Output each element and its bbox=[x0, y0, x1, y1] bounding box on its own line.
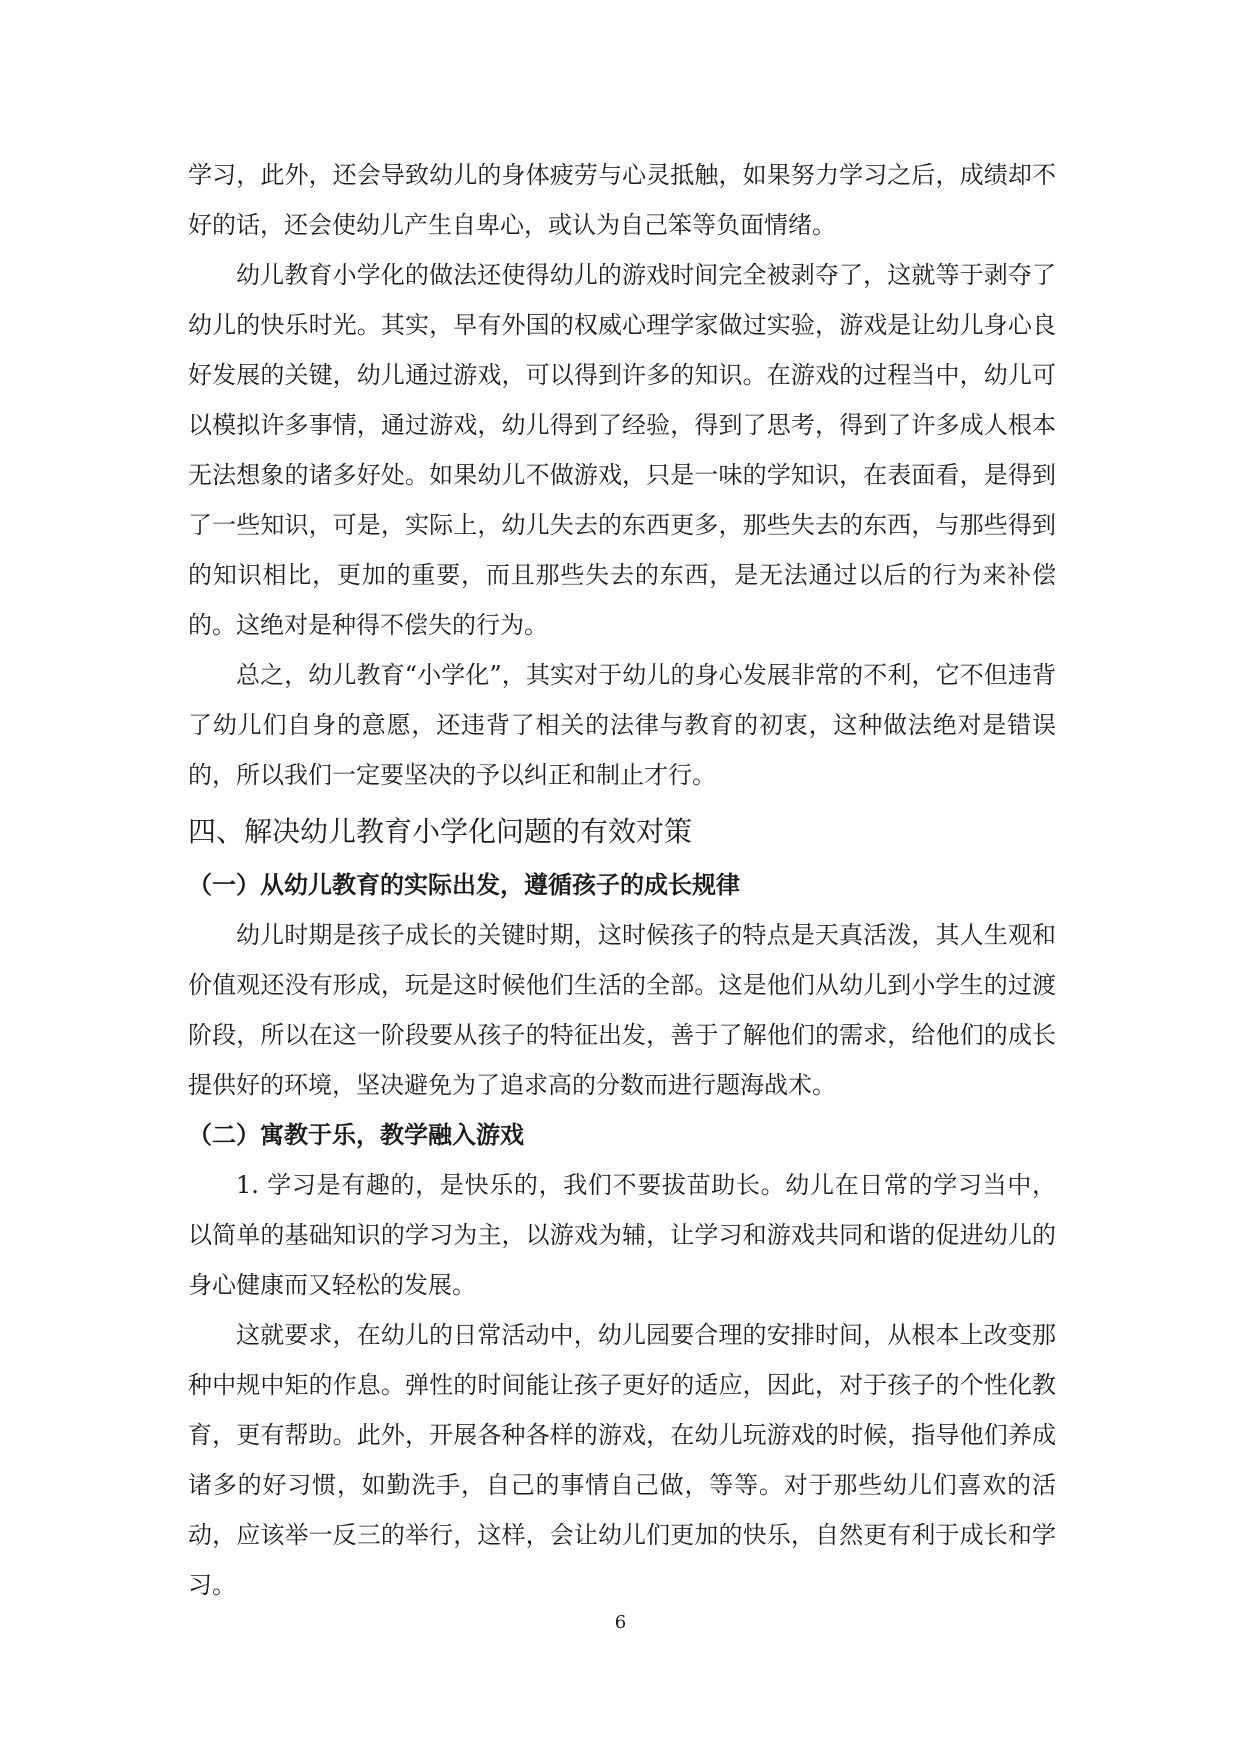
page-number: 6 bbox=[614, 1612, 627, 1633]
body-paragraph: 1. 学习是有趣的，是快乐的，我们不要拔苗助长。幼儿在日常的学习当中，以简单的基础知识的学习为主，以游戏为辅，让学习和游戏共同和谐的促进幼儿的身心健康而又轻松的发展。 bbox=[188, 1171, 1056, 1299]
subsection-heading: （二）寓教于乐，教学融入游戏 bbox=[188, 1121, 524, 1149]
body-paragraph: 总之，幼儿教育“小学化”，其实对于幼儿的身心发展非常的不利，它不但违背了幼儿们自身的意愿，还违背了相关的法律与教育的初衷，这种做法绝对是错误的，所以我们一定要坚决的予以纠正和制止才行。 bbox=[188, 661, 1056, 789]
subsection-heading: （一）从幼儿教育的实际出发，遵循孩子的成长规律 bbox=[188, 871, 740, 899]
body-paragraph: 学习，此外，还会导致幼儿的身体疲劳与心灵抵触，如果努力学习之后，成绩却不好的话，还会使幼儿产生自卑心，或认为自己笨等负面情绪。 bbox=[188, 161, 1056, 239]
body-paragraph: 幼儿教育小学化的做法还使得幼儿的游戏时间完全被剥夺了，这就等于剥夺了幼儿的快乐时光。其实，早有外国的权威心理学家做过实验，游戏是让幼儿身心良好发展的关键，幼儿通过游戏，可以得到许多的知识。在游戏的过程当中，幼儿可以模拟许多事情，通过游戏，幼儿得到了经验，得到了思考，得到了许多成人根本无法想象的诸多好处。如果幼儿不做游戏，只是一味的学知识，在表面看，是得到了一些知识，可是，实际上，幼儿失去的东西更多，那些失去的东西，与那些得到的知识相比，更加的重要，而且那些失去的东西，是无法通过以后的行为来补偿的。这绝对是种得不偿失的行为。 bbox=[188, 261, 1056, 639]
body-paragraph: 这就要求，在幼儿的日常活动中，幼儿园要合理的安排时间，从根本上改变那种中规中矩的作息。弹性的时间能让孩子更好的适应，因此，对于孩子的个性化教育，更有帮助。此外，开展各种各样的游戏，在幼儿玩游戏的时候，指导他们养成诸多的好习惯，如勤洗手，自己的事情自己做，等等。对于那些幼儿们喜欢的活动，应该举一反三的举行，这样，会让幼儿们更加的快乐，自然更有利于成长和学习。 bbox=[188, 1321, 1056, 1599]
body-paragraph: 幼儿时期是孩子成长的关键时期，这时候孩子的特点是天真活泼，其人生观和价值观还没有形成，玩是这时候他们生活的全部。这是他们从幼儿到小学生的过渡阶段，所以在这一阶段要从孩子的特征出发，善于了解他们的需求，给他们的成长提供好的环境，坚决避免为了追求高的分数而进行题海战术。 bbox=[188, 921, 1056, 1099]
section-heading: 四、解决幼儿教育小学化问题的有效对策 bbox=[188, 815, 693, 848]
page-content bbox=[188, 150, 1056, 1610]
